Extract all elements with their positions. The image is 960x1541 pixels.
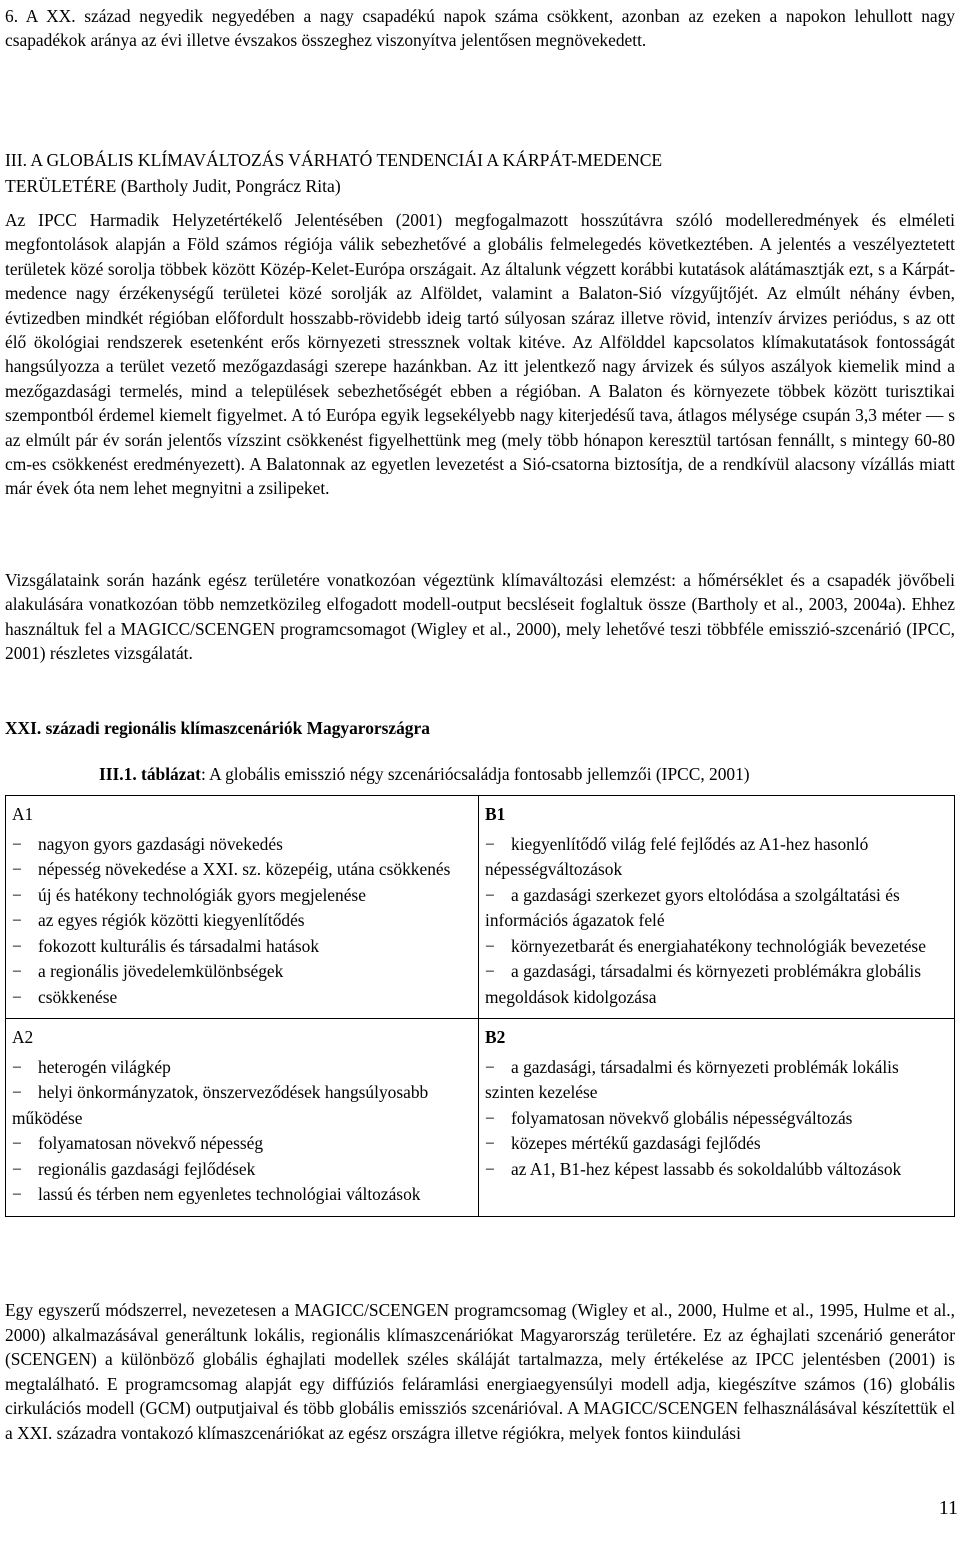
scenario-list-item-text: kiegyenlítődő világ felé fejlődés az A1-hez hasonló népességváltozások xyxy=(485,833,869,879)
scenario-list-item xyxy=(485,883,948,934)
scenario-list-a1 xyxy=(12,832,472,1011)
dash-bullet-icon: − xyxy=(12,1184,22,1204)
paragraph-ipcc: Az IPCC Harmadik Helyzetértékelő Jelentésében (2001) megfogalmazott hosszútávra szóló modelleredmények és elméleti megfontolások alapján a Föld számos régiója válik sebezhetővé a globális felmelegedés következtében. A jelentés a veszélyeztetett területek közé sorolja többek között Közép-Kelet-Európa országait. Az általunk végzett korábbi kutatások alátámasztják ezt, s a Kárpát-medence nagy érzékenységű területei közé sorolják az Alföldet, valamint a Balaton-Sió vízgyűjtőjét. Az elmúlt néhány évben, évtizedben mindkét régióban előfordult hosszabb-rövidebb ideig tartó súlyosan száraz illetve rövid, intenzív árvizes periódus, s az ott élő ökológiai rendszerek esetenként erős környezeti stressznek voltak kitéve. Az Alfölddel kapcsolatos klímakutatások fontosságát hangsúlyozza a terület vezető mezőgazdasági szerepe hazánkban. Az itt jelentkező nagy árvizek és súlyos aszályok kiemelik mind a mezőgazdasági termelés, mind a települések sebezhetőségét ebben a régióban. A Balaton és környezete többek között turisztikai szempontból érdemel kiemelt figyelmet. A tó Európa egyik legsekélyebb nagy kiterjedésű tava, átlagos mélysége csupán 3,3 méter — s az elmúlt pár év során jelentős vízszint csökkenést figyelhettünk meg (mely több hónapon keresztül tartósan fennállt, s mintegy 60-80 cm-es csökkenést eredményezett). A Balatonnak az egyetlen levezetést a Sió-csatorna biztosítja, de a rendkívül alacsony vízállás miatt már évek óta nem lehet megnyitni a zsilipeket. xyxy=(5,210,955,499)
scenario-title-a2: A2 xyxy=(12,1027,34,1047)
dash-bullet-icon: − xyxy=(12,833,22,854)
dash-bullet-icon: − xyxy=(12,884,22,905)
scenario-list-item-text: a regionális jövedelemkülönbségek xyxy=(38,961,284,981)
table-caption-text: : A globális emisszió négy szcenáriócsaládja fontosabb jellemzői (IPCC, 2001) xyxy=(200,764,750,784)
scenario-list-a2 xyxy=(12,1055,472,1208)
scenario-list-item-text: a gazdasági szerkezet gyors eltolódása a szolgáltatási és információs ágazatok felé xyxy=(485,884,900,930)
scenario-list-item xyxy=(12,883,472,909)
scenario-list-item-text: a gazdasági, társadalmi és környezeti problémák lokális szinten kezelése xyxy=(485,1056,899,1102)
subheading-regional-scenarios: XXI. századi regionális klímaszcenáriók Magyarországra xyxy=(5,718,430,738)
table-caption-label: III.1. táblázat xyxy=(99,764,201,784)
scenario-list-item xyxy=(12,934,472,960)
section-heading-line1: III. A GLOBÁLIS KLÍMAVÁLTOZÁS VÁRHATÓ TENDENCIÁI A KÁRPÁT-MEDENCE xyxy=(5,150,663,170)
dash-bullet-icon: − xyxy=(485,1158,495,1179)
scenario-list-item xyxy=(485,1157,948,1183)
dash-bullet-icon: − xyxy=(12,1082,22,1102)
scenario-list-item-text: az egyes régiók közötti kiegyenlítődés xyxy=(38,910,305,930)
scenario-list-item xyxy=(485,1106,948,1132)
dash-bullet-icon: − xyxy=(12,935,22,956)
scenario-list-item-text: helyi önkormányzatok, önszerveződések hangsúlyosabb működése xyxy=(12,1082,429,1128)
scenario-list-item-text: heterogén világkép xyxy=(38,1056,171,1077)
dash-bullet-icon: − xyxy=(12,961,22,981)
dash-bullet-icon: − xyxy=(485,1056,495,1077)
scenario-list-item xyxy=(12,832,472,858)
scenario-list-item-text: lassú és térben nem egyenletes technológiai változások xyxy=(38,1184,421,1204)
scenario-list-item xyxy=(485,1055,948,1106)
scenario-list-item-text: környezetbarát és energiahatékony technológiák bevezetése xyxy=(511,935,926,956)
scenario-list-item-text: regionális gazdasági fejlődések xyxy=(38,1158,256,1179)
scenario-list-item xyxy=(485,1131,948,1157)
scenario-cell-a1 xyxy=(6,796,479,1019)
scenario-list-b2 xyxy=(485,1055,948,1183)
scenario-list-item-text: közepes mértékű gazdasági fejlődés xyxy=(511,1133,761,1153)
scenario-title-b1: B1 xyxy=(485,804,506,824)
scenario-title-a1: A1 xyxy=(12,804,34,824)
dash-bullet-icon: − xyxy=(485,935,495,956)
scenario-cell-a2 xyxy=(6,1019,479,1217)
table-caption xyxy=(99,762,750,786)
scenario-list-item xyxy=(12,857,472,883)
dash-bullet-icon: − xyxy=(485,833,495,854)
scenario-list-b1 xyxy=(485,832,948,1011)
scenario-list-item xyxy=(12,1182,472,1208)
dash-bullet-icon: − xyxy=(12,1158,22,1179)
dash-bullet-icon: − xyxy=(485,1107,495,1128)
dash-bullet-icon: − xyxy=(485,884,495,905)
dash-bullet-icon: − xyxy=(12,1133,22,1153)
section-heading-line2: TERÜLETÉRE (Bartholy Judit, Pongrácz Rita) xyxy=(5,176,341,196)
dash-bullet-icon: − xyxy=(485,961,495,981)
dash-bullet-icon: − xyxy=(12,986,22,1007)
scenario-list-item-text: folyamatosan növekvő népesség xyxy=(38,1133,264,1153)
scenario-list-item xyxy=(12,1131,472,1157)
scenario-title-b2: B2 xyxy=(485,1027,506,1047)
scenario-list-item-text: új és hatékony technológiák gyors megjelenése xyxy=(38,884,366,905)
scenario-list-item xyxy=(12,959,472,985)
page-number: 11 xyxy=(938,1497,958,1519)
scenario-list-item xyxy=(485,934,948,960)
scenario-list-item-text: népesség növekedése a XXI. sz. közepéig, utána csökkenés xyxy=(38,859,451,879)
dash-bullet-icon: − xyxy=(485,1133,495,1153)
scenario-cell-b1 xyxy=(479,796,955,1019)
scenario-list-item-text: csökkenése xyxy=(38,986,118,1007)
scenario-cell-b2 xyxy=(479,1019,955,1217)
scenario-list-item xyxy=(12,1157,472,1183)
dash-bullet-icon: − xyxy=(12,910,22,930)
scenario-list-item-text: a gazdasági, társadalmi és környezeti problémákra globális megoldások kidolgozása xyxy=(485,961,921,1007)
paragraph-magicc-scengen: Egy egyszerű módszerrel, nevezetesen a MAGICC/SCENGEN programcsomag (Wigley et al., 2000, Hulme et al., 1995, Hulme et al., 2000) alkalmazásával generáltunk lokális, regionális klímaszcenáriókat Magyarország területére. Ez az éghajlati szcenárió generátor (SCENGEN) a különböző globális éghajlati modellek széles skáláját tartalmazza, mely értékelése az IPCC jelentésben (2001) is megtalálható. E programcsomag alapját egy diffúziós feláramlási energiaegyensúlyi modell adja, kiegészítve számos (16) globális cirkulációs modell (GCM) outputjaival és több globális emissziós szcenárióval. A MAGICC/SCENGEN felhasználásával készítettük el a XXI. századra vontakozó klímaszcenáriókat az egész országra illetve régiókra, melyek fontos kiindulási xyxy=(5,1300,955,1443)
dash-bullet-icon: − xyxy=(12,859,22,879)
scenario-list-item-text: nagyon gyors gazdasági növekedés xyxy=(38,833,283,854)
scenario-list-item xyxy=(485,959,948,1010)
scenario-list-item xyxy=(12,908,472,934)
scenario-list-item xyxy=(12,1080,472,1131)
scenario-list-item-text: fokozott kulturális és társadalmi hatások xyxy=(38,935,320,956)
scenario-list-item xyxy=(12,985,472,1011)
scenario-list-item xyxy=(485,832,948,883)
scenario-table xyxy=(5,795,955,1217)
scenario-list-item-text: az A1, B1-hez képest lassabb és sokoldalúbb változások xyxy=(511,1158,902,1179)
scenario-list-item xyxy=(12,1055,472,1081)
section-heading xyxy=(5,147,955,199)
dash-bullet-icon: − xyxy=(12,1056,22,1077)
paragraph-investigations: Vizsgálataink során hazánk egész területére vonatkozóan végeztünk klímaváltozási elemzést: a hőmérséklet és a csapadék jövőbeli alakulására vonatkozóan több nemzetközileg elfogadott modell-output becsléseit foglaltuk össze (Bartholy et al., 2003, 2004a). Ehhez használtuk fel a MAGICC/SCENGEN programcsomagot (Wigley et al., 2000), mely lehetővé teszi többféle emisszió-szcenárió (IPCC, 2001) részletes vizsgálatát. xyxy=(5,570,955,664)
numbered-item-6: 6. A XX. század negyedik negyedében a nagy csapadékú napok száma csökkent, azonban az ezeken a napokon lehullott nagy csapadékok aránya az évi illetve évszakos összeghez viszonyítva jelentősen megnövekedett. xyxy=(5,6,955,51)
scenario-list-item-text: folyamatosan növekvő globális népességváltozás xyxy=(511,1107,853,1128)
